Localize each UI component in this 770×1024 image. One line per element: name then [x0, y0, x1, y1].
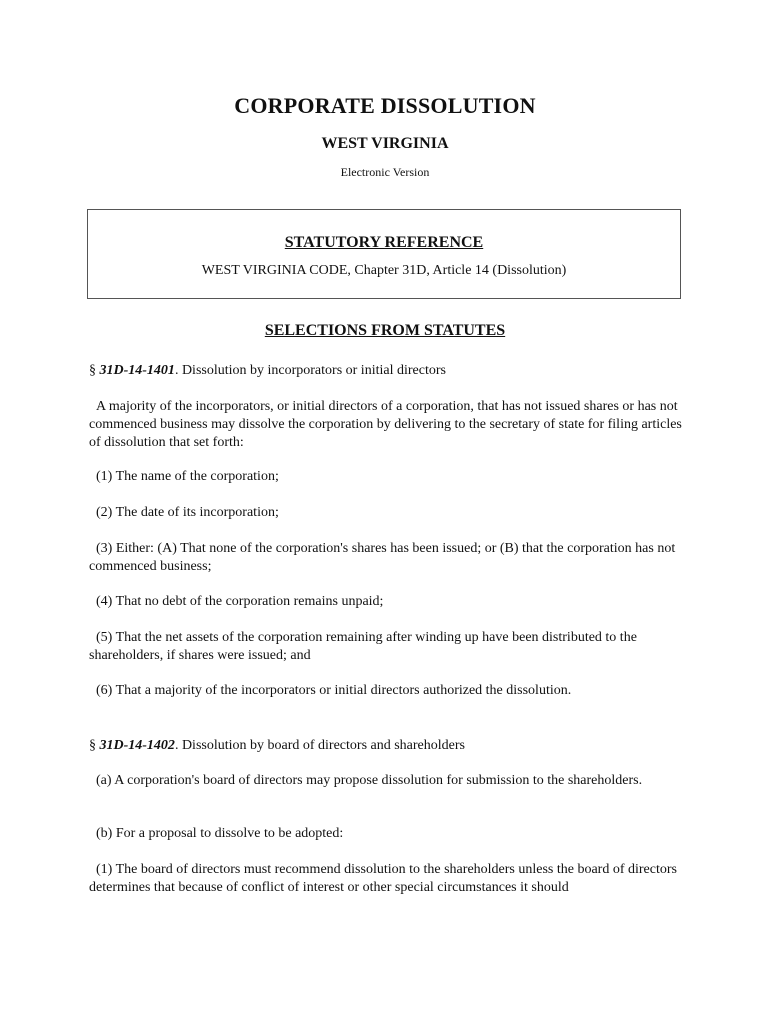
statute-title: . Dissolution by incorporators or initial directors	[174, 363, 446, 378]
section-1401-heading	[89, 362, 689, 380]
statute-title: . Dissolution by board of directors and shareholders	[174, 738, 465, 753]
section-1401-item: (6) That a majority of the incorporators or initial directors authorized the dissolution.	[89, 683, 572, 698]
section-symbol: §	[89, 363, 100, 378]
statute-number: 31D-14-1401	[99, 363, 175, 378]
statute-number: 31D-14-1402	[99, 738, 175, 753]
section-1401-item: (3) Either: (A) That none of the corporation's shares has been issued; or (B) that the corporation has not commenced business;	[89, 541, 679, 574]
statutory-reference-heading: STATUTORY REFERENCE	[284, 234, 484, 251]
section-1401-item: (5) That the net assets of the corporation remaining after winding up have been distributed to the shareholders, if shares were issued; and	[89, 630, 641, 663]
state-subtitle: WEST VIRGINIA	[321, 135, 449, 152]
section-1401-intro: A majority of the incorporators, or initial directors of a corporation, that has not issued shares or has not commenced business may dissolve the corporation by delivering to the secretary of state for filing articles of dissolution that set forth:	[89, 399, 686, 450]
section-1402-item: (1) The board of directors must recommend dissolution to the shareholders unless the board of directors determines that because of conflict of interest or other special circumstances it should	[89, 862, 681, 895]
section-1401-item: (1) The name of the corporation;	[89, 469, 279, 484]
section-1401-item: (4) That no debt of the corporation remains unpaid;	[89, 594, 384, 609]
section-1402-item: (b) For a proposal to dissolve to be adopted:	[89, 826, 344, 841]
section-1401-item: (2) The date of its incorporation;	[89, 505, 279, 520]
version-label: Electronic Version	[340, 165, 430, 179]
section-symbol: §	[89, 738, 100, 753]
statutory-reference-box	[87, 209, 681, 299]
section-1402-item: (a) A corporation's board of directors may propose dissolution for submission to the shareholders.	[89, 773, 643, 788]
selections-heading: SELECTIONS FROM STATUTES	[264, 322, 506, 339]
document-title: CORPORATE DISSOLUTION	[234, 93, 536, 118]
section-1402-heading	[89, 737, 689, 755]
statutory-reference-text: WEST VIRGINIA CODE, Chapter 31D, Article 14 (Dissolution)	[201, 263, 567, 278]
